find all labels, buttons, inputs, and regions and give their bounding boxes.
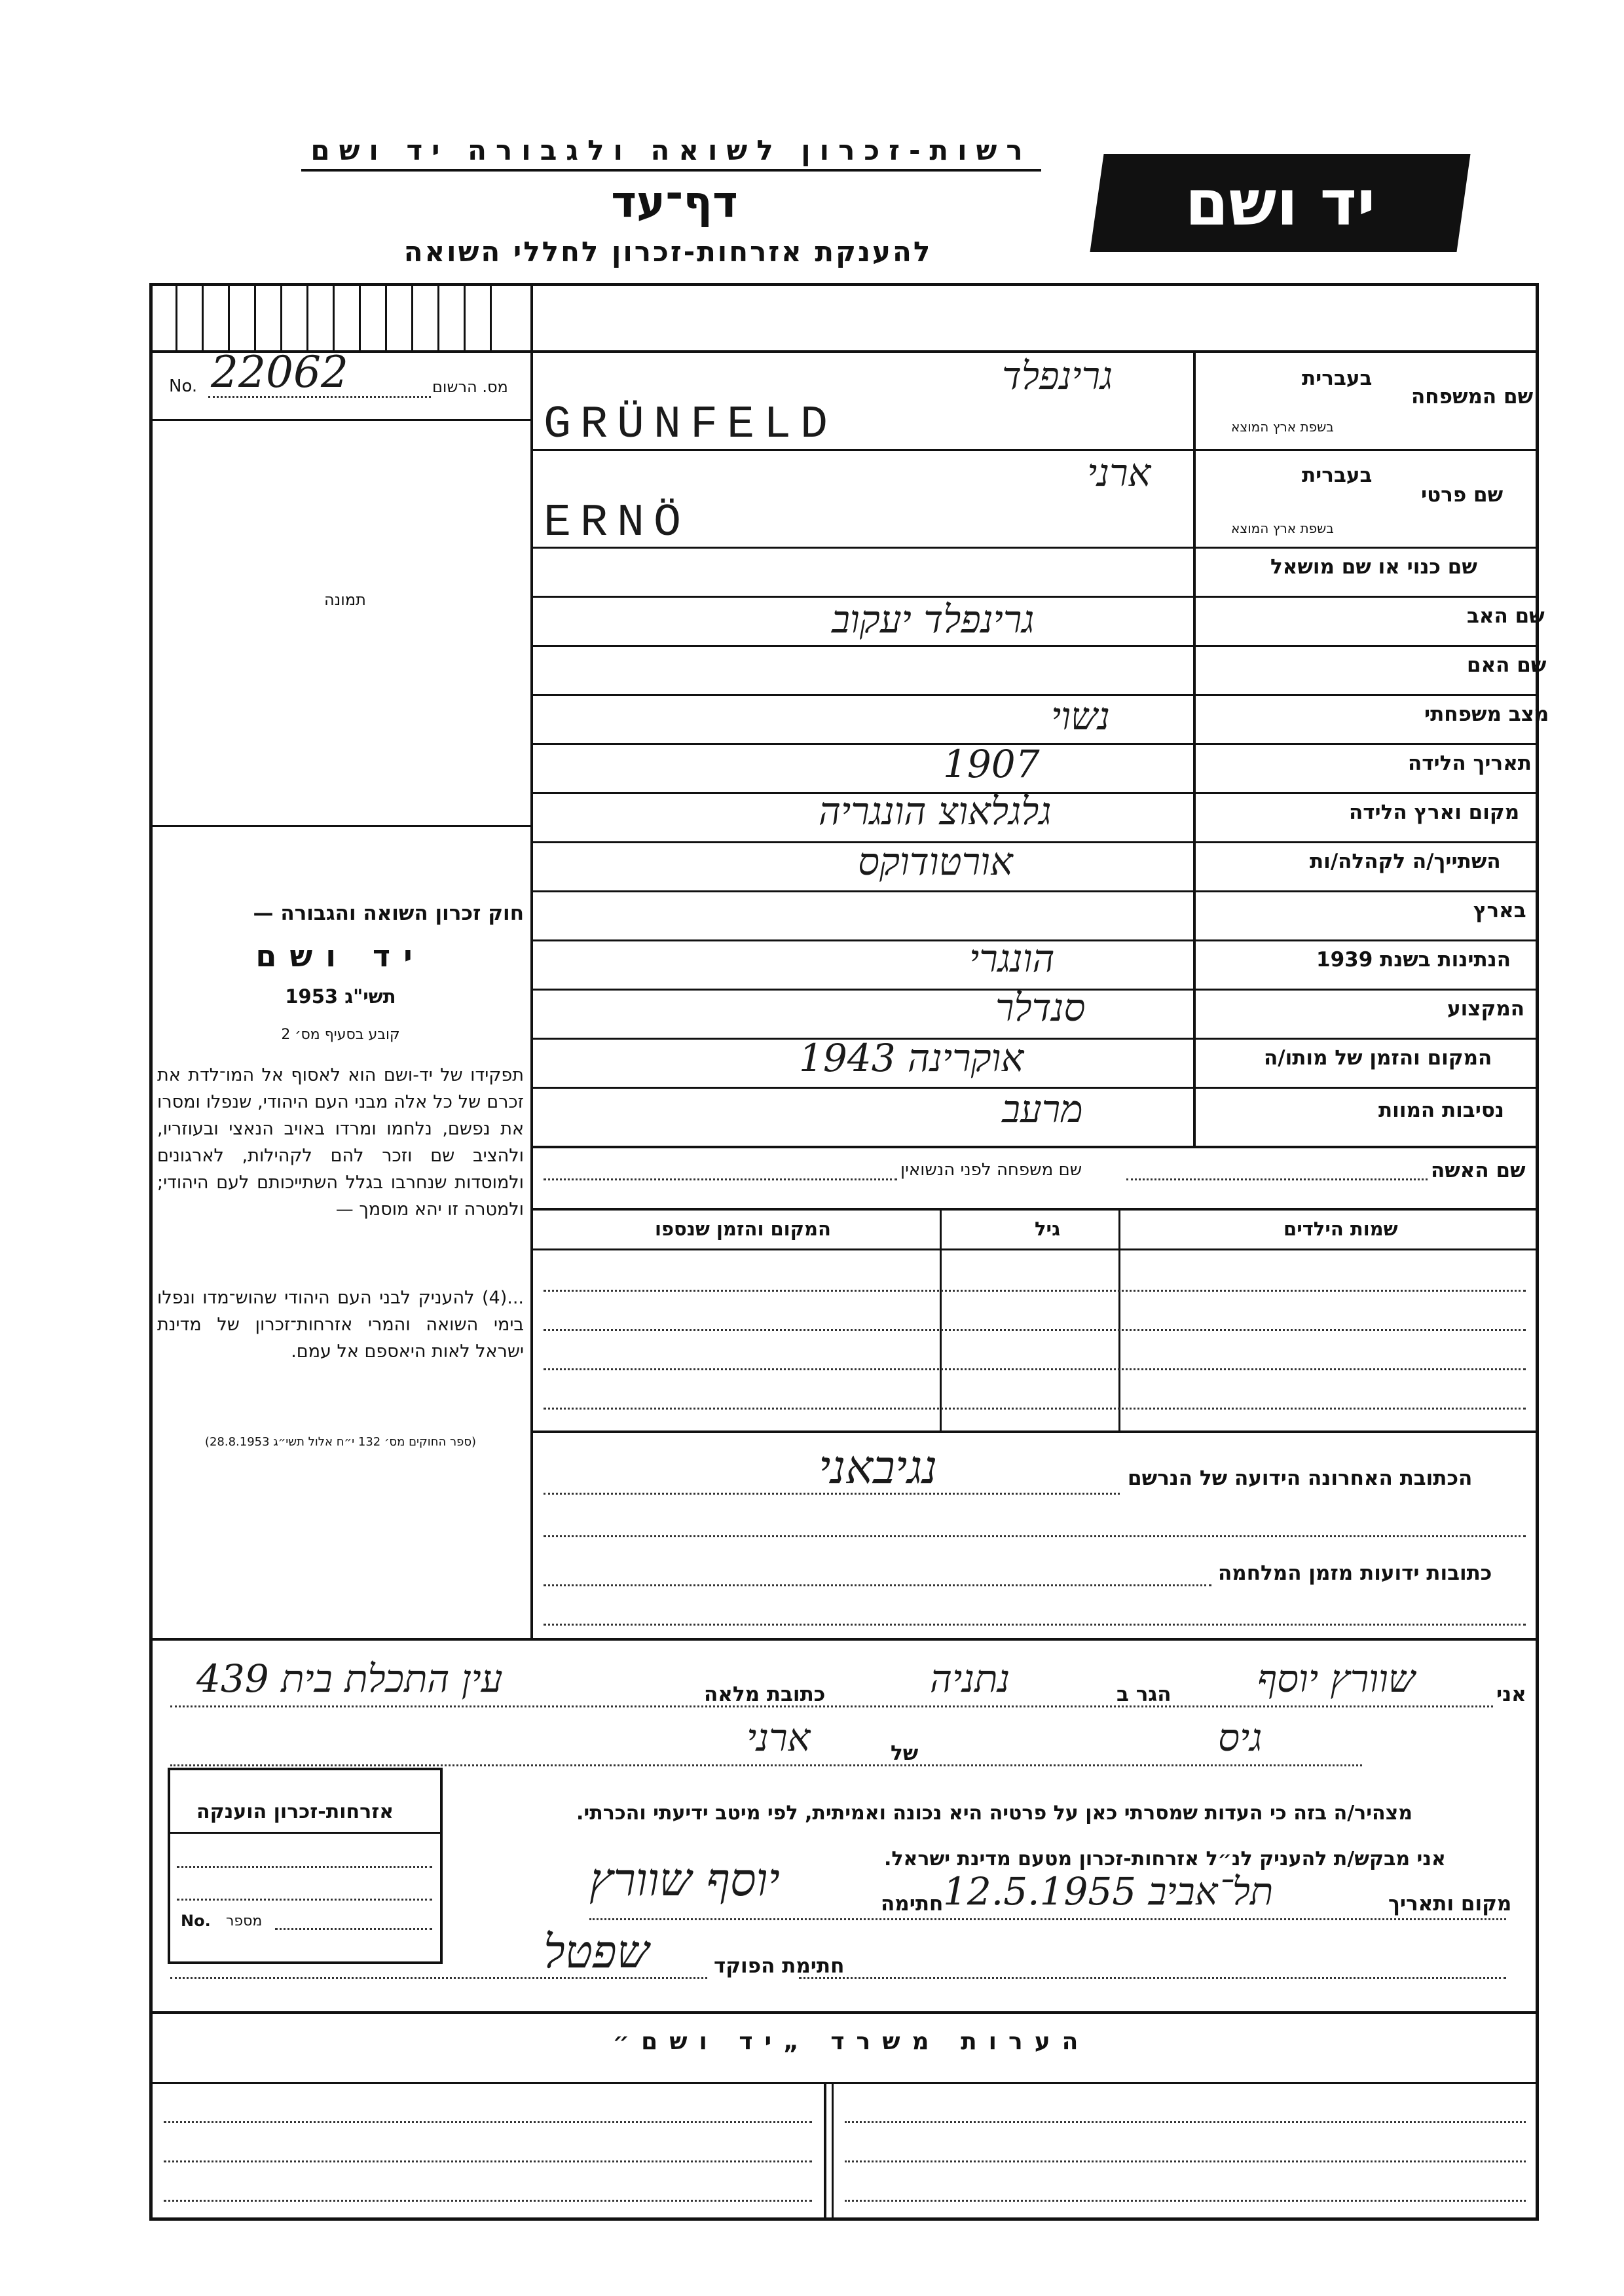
of-label: של [891,1741,919,1765]
col-line [940,1208,942,1430]
row-line [532,1430,1539,1433]
birth-date-value: 1907 [943,742,1040,786]
signature-label: חתימה [881,1892,944,1916]
first-name-hebrew-label: בעברית [1302,464,1373,487]
profession-value: סנדלר [995,985,1086,1030]
divider [437,283,439,350]
wife-maiden-dots [544,1178,897,1180]
officer-signature: שפטל [544,1925,650,1978]
birth-place-label: מקום וארץ הלידה [1349,801,1520,824]
first-name-origin-value: ERNÖ [544,498,691,549]
row-line [532,1038,1539,1040]
last-address-label: הכתובת האחרונה הידועה של הנרשם [1128,1467,1473,1490]
citizenship-value: הונגרי [969,936,1055,981]
first-name-hebrew-value: ארני [1087,450,1151,495]
declarant-name: שוורץ יוסף [1257,1656,1415,1701]
remarks-dots [164,2160,812,2162]
first-name-origin-label: בשפת ארץ המוצא [1231,520,1334,536]
relation-value: גיס [1218,1715,1263,1760]
war-address-dots [544,1584,1211,1586]
citizenship-label: הנתינות בשנת 1939 [1316,948,1511,972]
office-remarks-title: הערות משרד „יד ושם״ [612,2028,1090,2055]
children-row [544,1329,1526,1331]
divider [464,283,466,350]
community-value: אורטודוקס [858,839,1013,884]
full-address-label: כתובת מלאה [704,1683,826,1706]
row-line [532,1208,1539,1211]
divider [254,283,256,350]
birth-date-label: תאריך הלידה [1408,752,1532,775]
profession-label: המקצוע [1447,997,1525,1021]
last-address-value: נגיבאני [819,1440,938,1494]
of-name: ארני [747,1715,811,1760]
place-date-label: מקום ותאריך [1388,1892,1512,1916]
officer-dots [170,1977,707,1979]
children-place-header: המקום והזמן שנספו [655,1218,831,1240]
family-name-label: שם המשפחה [1411,385,1534,409]
relation-dots [170,1764,1362,1766]
photo-label: תמונה [324,591,366,609]
children-age-header: גיל [1035,1218,1061,1240]
request-text: אני מבקש/ת להעניק לנ״ל אזרחות-זכרון מטעם מדינת ישראל. [884,1848,1446,1870]
children-row [544,1290,1526,1292]
divider [175,283,177,350]
death-cause-label: נסיבות המוות [1378,1099,1504,1122]
law-reference: (ספר החוקים מס׳ 132 י״ח אלול תשי״ג 28.8.1953) [204,1435,477,1449]
death-place-label: המקום והזמן של מותו/ה [1264,1046,1492,1070]
registration-no-label: No. [169,376,198,396]
remarks-dots [164,2200,812,2202]
header-rule [301,169,1041,172]
page-subtitle: להענקת אזרחות-זכרון לחללי השואה [403,236,932,268]
father-value: גרינפלד יעקוב [832,597,1035,642]
community-label: השתייך/ה לקהלה/ות [1310,850,1501,873]
declarant-dots [170,1705,1493,1707]
declarant-i-label: אני [1496,1683,1526,1706]
row-line [532,890,1539,892]
family-name-hebrew-label: בעברית [1302,367,1373,390]
row-line [532,1248,1539,1250]
country-label: בארץ [1473,899,1526,922]
children-row [544,1408,1526,1410]
wife-maiden-label: שם משפחה לפני הנשואין [900,1160,1082,1180]
law-name: יד ושם [255,938,426,974]
col-line [824,2082,826,2221]
remarks-dots [845,2121,1526,2123]
war-address-label: כתובות ידועות מזמן המלחמה [1218,1561,1492,1585]
yad-vashem-logo [1090,154,1470,252]
officer-dots-2 [799,1977,1506,1979]
box-line [168,1832,443,1834]
death-cause-value: מרעב [1002,1087,1083,1131]
family-name-origin-value: GRÜNFELD [544,399,838,451]
box-dots [177,1866,432,1868]
mother-label: שם האם [1467,653,1547,677]
remarks-dots [845,2200,1526,2202]
divider [359,283,361,350]
law-clause: קובע בסעיף מס׳ 2 [281,1027,400,1043]
remarks-dots [845,2160,1526,2162]
marital-value: נשוי [1051,694,1110,738]
family-name-origin-label: בשפת ארץ המוצא [1231,419,1334,435]
divider [228,283,230,350]
divider [202,283,204,350]
section-line [149,2082,1539,2084]
divider [306,283,308,350]
marital-label: מצב משפחתי [1424,702,1549,726]
divider [411,283,413,350]
law-title: חוק זכרון השואה והגבורה — [253,902,524,925]
death-place-value: אוקרינה 1943 [799,1036,1024,1080]
citizenship-box-no: No. [181,1912,211,1930]
organization-name: רשות-זכרון לשואה ולגבורה יד ושם [310,134,1032,166]
family-name-hebrew-value: גרינפלד [1002,354,1113,398]
place-date-value: תל־אביב 12.5.1955 [943,1869,1274,1914]
war-address-dots-2 [544,1624,1526,1626]
divider [490,283,492,350]
declarant-signature: יוסף שוורץ [589,1853,780,1906]
row-line [532,694,1539,696]
registration-label: מס. הרשום [432,378,508,396]
citizenship-box-title: אזרחות-זכרון הוענקה [196,1800,394,1823]
wife-label: שם האשה [1431,1159,1526,1182]
law-paragraph-2: ...(4) להעניק לבני העם היהודי שהוש־מדו ונפלו בימי השואה והמרי אזרחות־זכרון של מדינת ישראל לאות היאספם אל עמם. [157,1288,524,1362]
divider [280,283,282,350]
row-line [532,841,1539,843]
declarant-resides-label: הגר ב [1116,1683,1172,1706]
box-dots [275,1928,432,1930]
page-title: דף־עד [611,177,738,227]
divider [385,283,387,350]
wife-dots [1126,1178,1428,1180]
col-line [1118,1208,1120,1430]
last-address-dots [544,1493,1120,1495]
last-address-dots-2 [544,1535,1526,1537]
full-address-value: עין התכלת בית 439 [196,1656,503,1701]
citizenship-box-no-heb: מספר [226,1913,263,1929]
declaration-text: מצהיר/ה בזה כי העדות שמסרתי כאן על פרטיה היא נכונה ואמיתית, לפי מיטב ידיעתי והכרתי. [576,1802,1412,1825]
box-dots [177,1899,432,1901]
col-line [832,2082,834,2221]
photo-divider [149,825,532,827]
section-line [149,1638,1539,1641]
divider [149,350,1539,353]
label-column-divider [1193,350,1196,1146]
law-paragraph-1: תפקידו של יד-ושם הוא לאסוף אל המו־לדת את זכרם של כל אלה מבני העם היהודי, שנפלו ומסרו את נפשם, נלחמו ומרדו באויב הנאצי ובעוזריו, ולהציב שם וזכר להם לקהילות, לארגונים ולמוסדות שנחרבו בגלל השתייכותם לעם היהודי; ולמטרה זו יהא מוסמך — [157,1065,524,1220]
row-line [532,645,1539,647]
law-year: תשי"ג 1953 [285,985,396,1008]
children-names-header: שמות הילדים [1283,1218,1398,1240]
birth-place-value: גלגלאוצ הונגריה [819,789,1052,833]
signature-dots [589,1918,1506,1920]
photo-divider [149,419,532,421]
divider [333,283,335,350]
row-line [532,596,1539,598]
section-line [149,2011,1539,2014]
nickname-label: שם כנוי או שם מושאל [1270,555,1477,579]
registration-dots [208,396,431,398]
remarks-dots [164,2121,812,2123]
row-line [532,1146,1539,1148]
registration-number: 22062 [211,347,348,397]
officer-signature-label: חתימת הפוקד [714,1954,845,1978]
declarant-city: נתניה [930,1656,1010,1701]
first-name-label: שם פרטי [1421,483,1504,507]
father-label: שם האב [1467,604,1545,628]
divider [530,283,533,1638]
children-row [544,1368,1526,1370]
logo-text: יד ושם [1185,166,1376,240]
